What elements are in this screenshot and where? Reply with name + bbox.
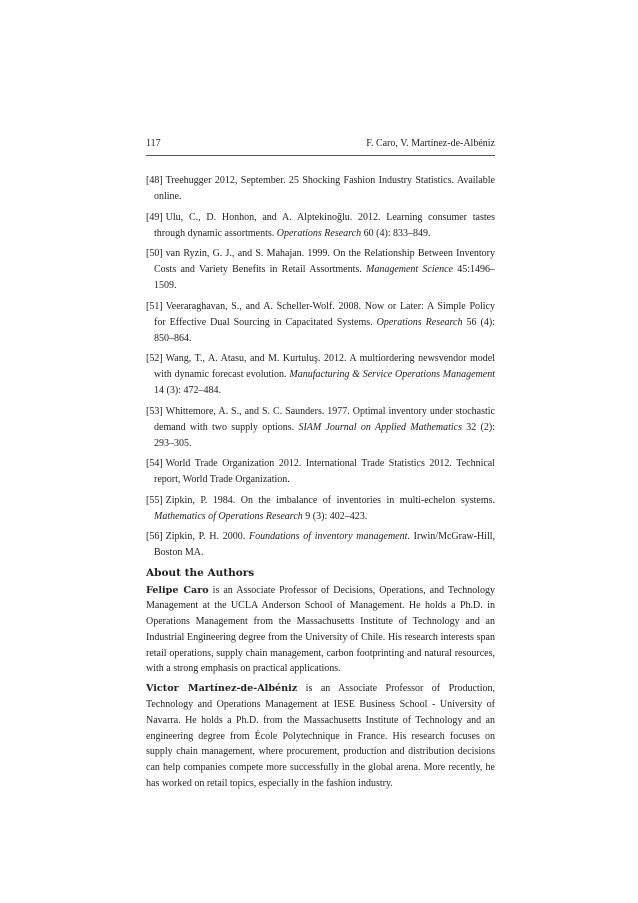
page-header [146,138,495,156]
author-bio-text: is an Associate Professor of Decisions, Operations, and Technology Management at the UCLA Anderson School of Management. He holds a Ph.D. in Operations Management from the Massachusetts Institute of Technology and an Industrial Engineering degree from the University of Chile. His research interests span retail operations, supply chain management, carbon footprinting and natural resources, with a strong emphasis on practical applications. [146,584,495,675]
reference-number: [56] [146,531,163,542]
reference-list [146,173,495,561]
author-bio-text: is an Associate Professor of Production, Technology and Operations Management at IESE Business School - University of Navarra. He holds a Ph.D. from the Massachusetts Institute of Technology and an engineering degree from École Polytechnique in France. His research focuses on supply chain management, where procurement, production and distribution decisions can help companies compete more successfully in the global arena. More recently, he has worked on retail topics, especially in the fashion industry. [146,683,495,790]
reference-text: World Trade Organization 2012. International Trade Statistics 2012. Technical report, World Trade Organization. [154,458,495,485]
reference-item [146,456,495,488]
reference-item [146,299,495,347]
reference-number: [51] [146,300,163,312]
reference-item [146,173,495,205]
page-number: 117 [146,138,161,149]
reference-text: 9 (3): 402–423. [302,510,368,522]
reference-venue: Foundations of inventory management [248,531,408,542]
reference-text: . Irwin/McGraw-Hill, Boston MA. [154,531,495,558]
reference-text: Veeraraghavan, S., and A. Scheller-Wolf. 2008. Now or Later: A Simple Policy for Effective Dual Sourcing in Capacitated Systems. [154,300,495,328]
reference-text: Whittemore, A. S., and S. C. Saunders. 1977. Optimal inventory under stochastic demand with two supply options. [154,405,495,433]
reference-text: 32 (2): 293–305. [154,421,495,449]
reference-text: Wang, T., A. Atasu, and M. Kurtuluş. 2012. A multiordering newsvendor model with dynamic forecast evolution. [154,353,495,380]
reference-text: 60 (4): 833–849. [361,227,431,239]
reference-item [146,246,495,294]
reference-item [146,529,495,561]
author-bio [146,583,495,678]
reference-item [146,493,495,525]
reference-text: 45:1496–1509. [154,264,495,291]
reference-number: [52] [146,353,163,364]
reference-text: Treehugger 2012, September. 25 Shocking Fashion Industry Statistics. Available online. [154,175,495,202]
reference-number: [48] [146,175,163,186]
reference-text: 14 (3): 472–484. [154,385,221,396]
reference-venue: Operations Research [376,316,463,328]
reference-venue: Operations Research [276,227,362,239]
reference-text: Ulu, C., D. Honhon, and A. Alptekinoğlu. 2012. Learning consumer tastes through dynamic assortments. [154,211,495,239]
reference-text: Zipkin, P. H. 2000. [165,531,249,542]
reference-item [146,404,495,452]
reference-number: [53] [146,405,163,417]
running-title: F. Caro, V. Martínez-de-Albéniz [366,138,495,149]
page [146,138,495,796]
reference-number: [54] [146,458,163,469]
reference-text: Zipkin, P. 1984. On the imbalance of inventories in multi-echelon systems. [165,494,495,506]
author-bios [146,583,495,792]
reference-text: 56 (4): 850–864. [154,316,495,344]
section-title-about-authors: About the Authors [146,566,255,579]
reference-venue: Mathematics of Operations Research [154,510,303,522]
reference-item [146,351,495,399]
reference-venue: Manufacturing & Service Operations Management [289,369,495,380]
reference-text: van Ryzin, G. J., and S. Mahajan. 1999. On the Relationship Between Inventory Costs and Variety Benefits in Retail Assortments. [154,248,495,275]
author-name: Victor Martínez-de-Albéniz [146,683,298,695]
author-name: Felipe Caro [146,584,209,596]
reference-item [146,210,495,242]
reference-venue: Management Science [365,264,453,275]
reference-number: [50] [146,248,163,259]
reference-number: [55] [146,494,163,506]
author-bio [146,681,495,792]
reference-number: [49] [146,211,163,223]
reference-venue: SIAM Journal on Applied Mathematics [298,421,462,433]
